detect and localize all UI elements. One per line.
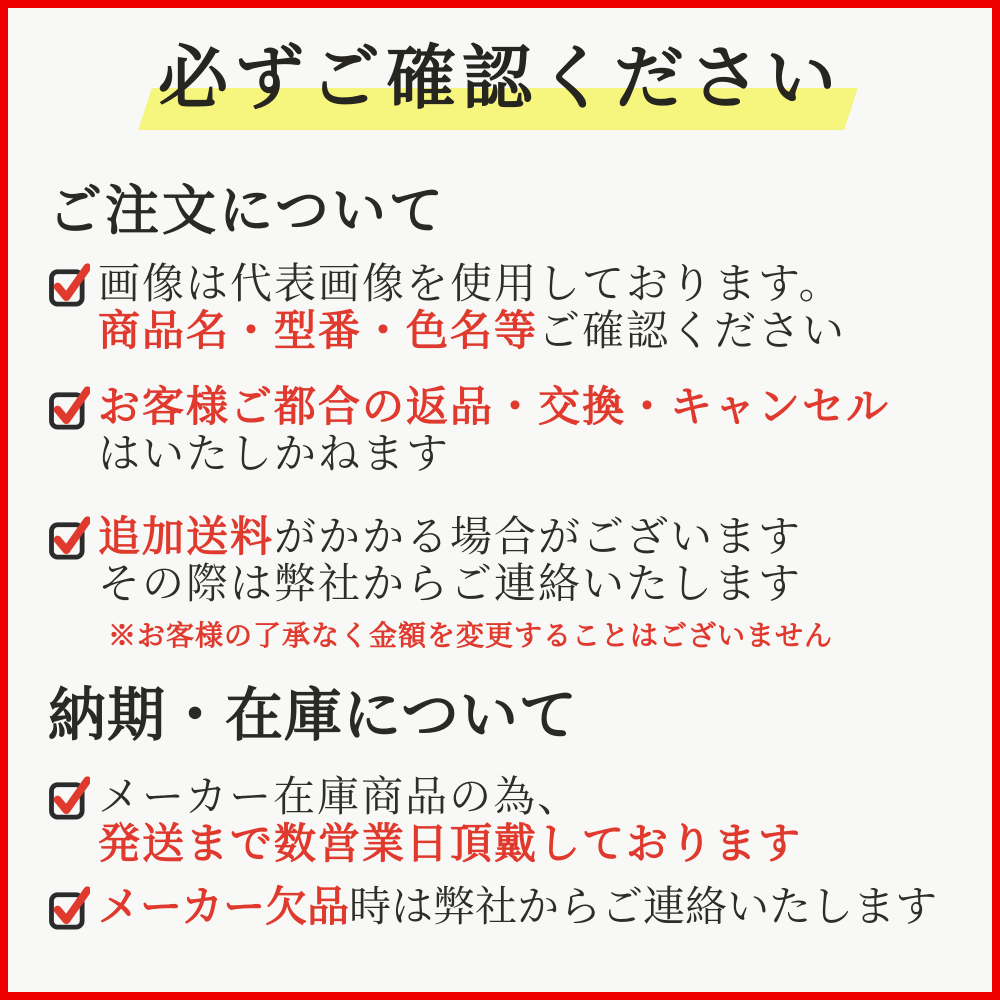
item-text: メーカー在庫商品の為、	[98, 775, 582, 821]
item-line	[98, 262, 846, 309]
item-text: 時は弊社からご連絡いたします	[349, 885, 938, 931]
item-text-block	[98, 262, 846, 356]
checklist-item-representative-image	[48, 262, 846, 356]
item-line	[98, 385, 890, 432]
checklist-item-extra-shipping	[48, 515, 833, 657]
checkbox-checked-icon	[48, 511, 90, 563]
item-text-highlighted: メーカー欠品	[98, 885, 350, 931]
section-heading-order: ご注文について	[48, 181, 446, 241]
item-line	[98, 562, 833, 609]
item-text-highlighted: お客様ご都合の返品・交換・キャンセル	[98, 385, 891, 431]
item-text: はいたしかねます	[98, 432, 451, 478]
item-line	[98, 822, 802, 869]
checkbox-checked-icon	[48, 881, 90, 933]
item-line	[98, 515, 833, 562]
item-text-block	[98, 385, 890, 479]
item-line	[98, 885, 937, 932]
item-text: がかかる場合がございます	[274, 515, 803, 561]
item-text-block	[98, 775, 802, 869]
item-text-block	[98, 885, 937, 932]
item-text: 画像は代表画像を使用しております。	[98, 262, 843, 308]
item-line	[98, 775, 802, 822]
checkbox-checked-icon	[48, 258, 90, 310]
checklist-item-returns	[48, 385, 890, 479]
item-line	[98, 432, 890, 479]
item-line	[98, 309, 846, 356]
checkbox-checked-icon	[48, 381, 90, 433]
item-text-highlighted: 追加送料	[98, 515, 275, 561]
item-text: ご確認ください	[538, 309, 847, 355]
section-heading-stock: 納期・在庫について	[48, 683, 578, 748]
item-footnote: ※お客様の了承なく金額を変更することはございません	[108, 621, 834, 652]
title-block	[0, 30, 1000, 150]
item-text-highlighted: 発送まで数営業日頂戴しております	[98, 822, 803, 868]
checklist-item-maker-stock	[48, 775, 802, 869]
page-title: 必ずご確認ください	[158, 41, 842, 118]
checkbox-checked-icon	[48, 771, 90, 823]
checklist-item-maker-shortage	[48, 885, 937, 933]
item-text: その際は弊社からご連絡いたします	[98, 562, 803, 608]
item-text-block	[98, 515, 833, 657]
item-text-highlighted: 商品名・型番・色名等	[98, 309, 539, 355]
